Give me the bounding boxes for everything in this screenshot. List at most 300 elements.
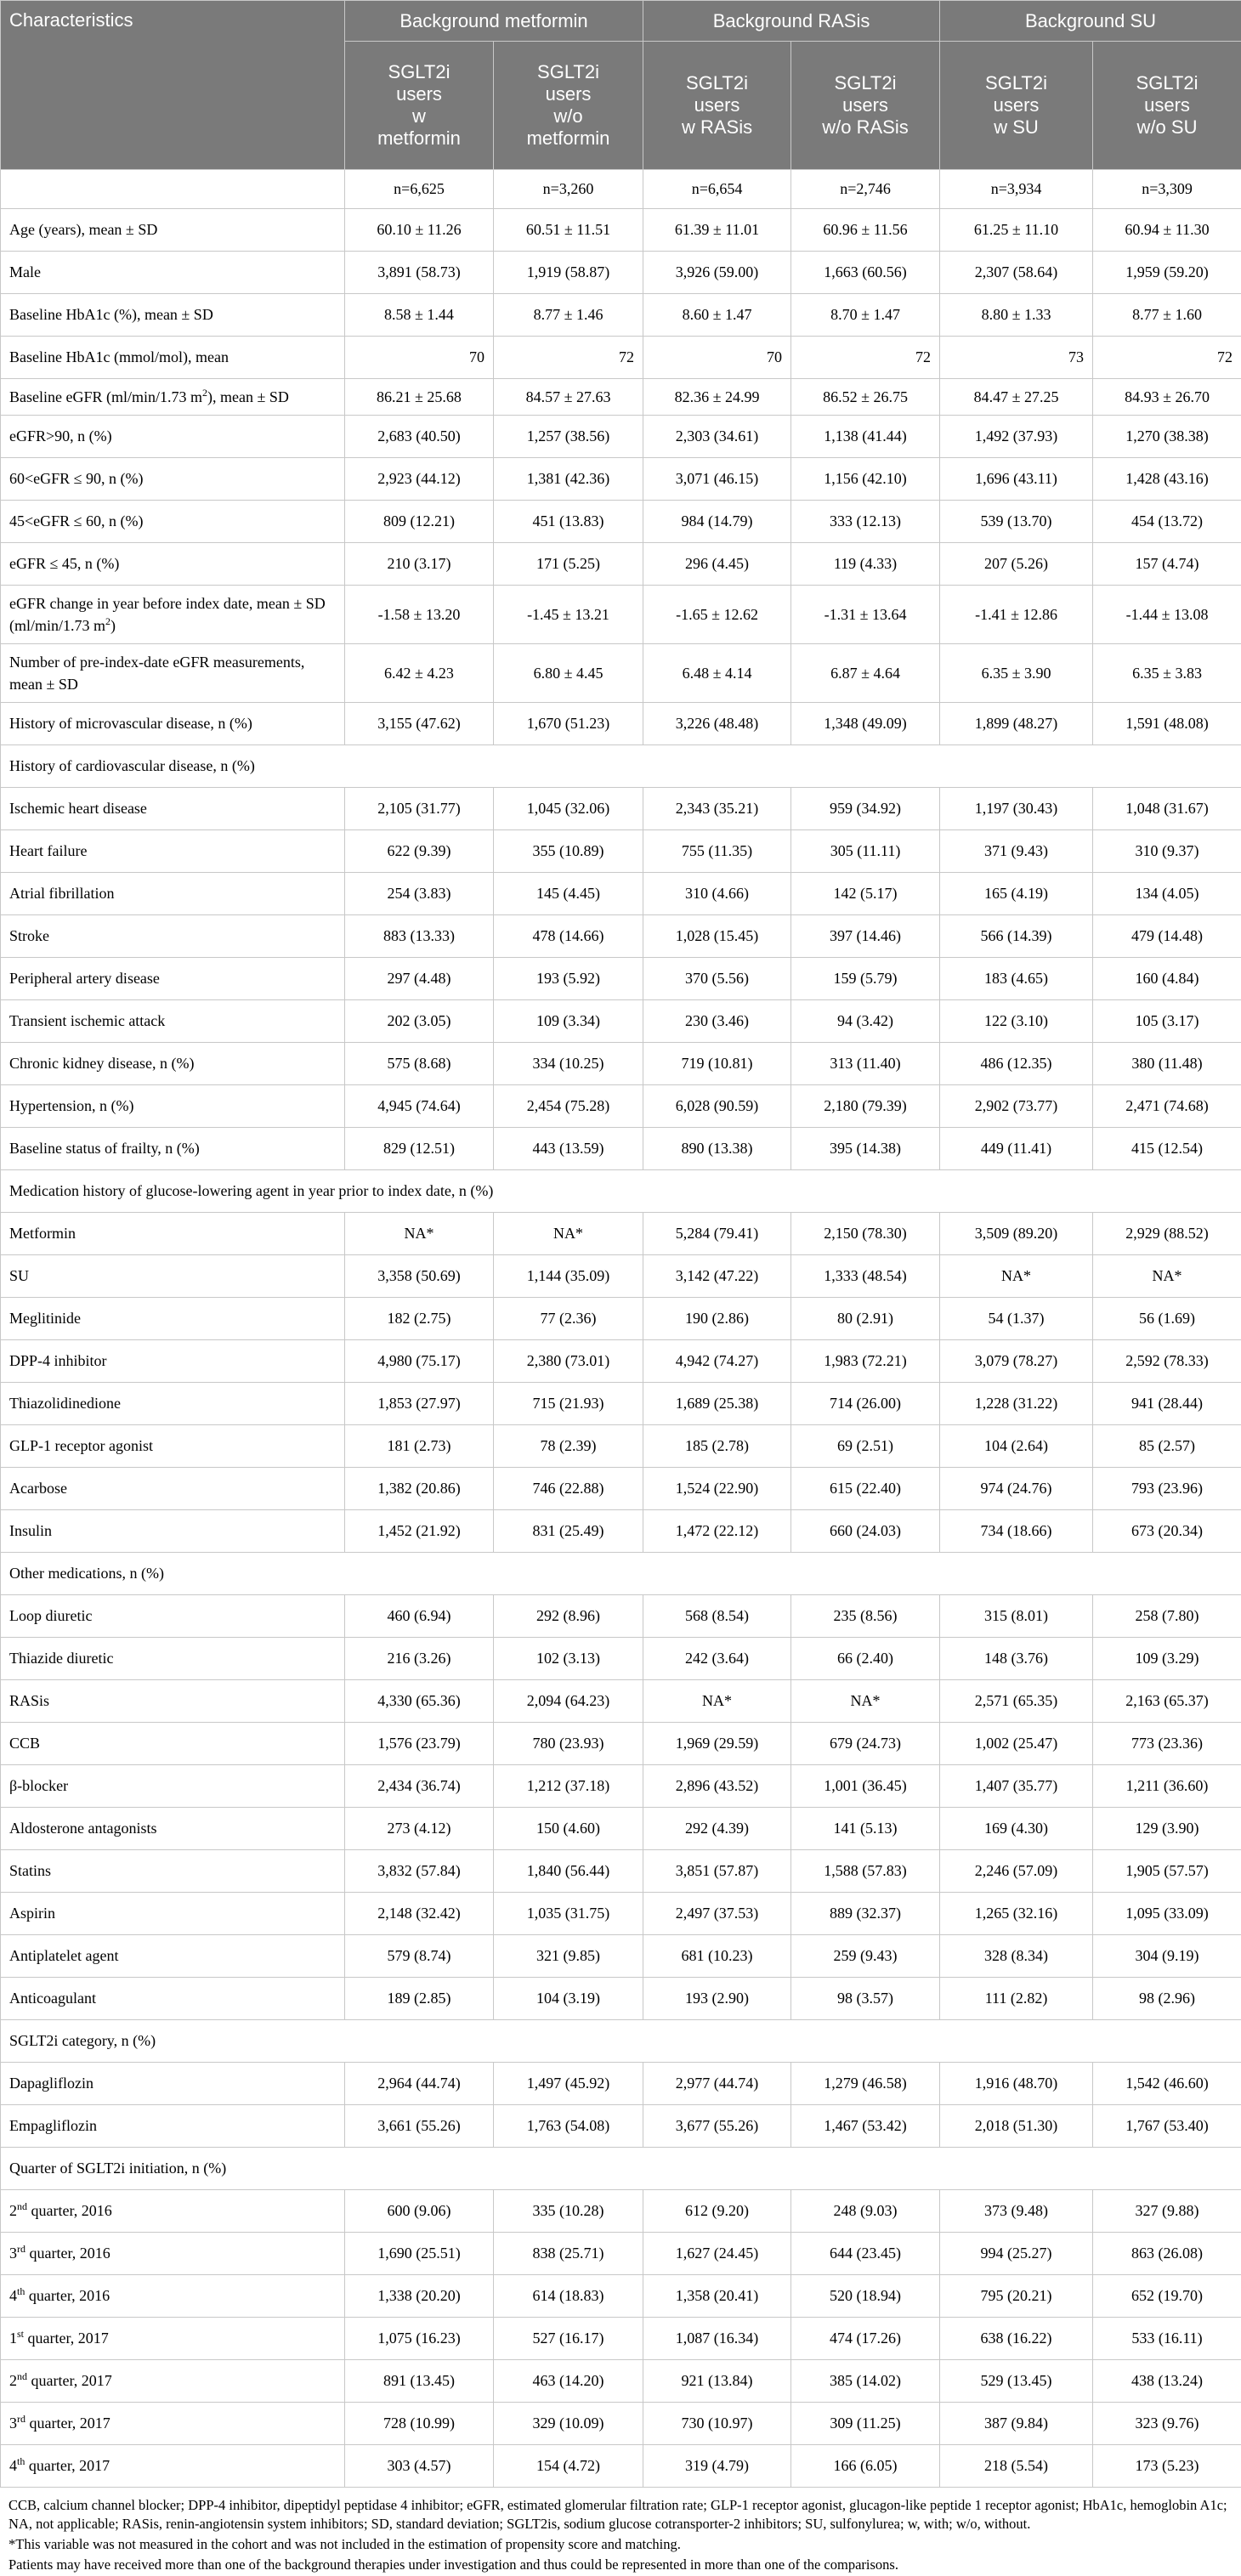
- section-label: Quarter of SGLT2i initiation, n (%): [1, 2148, 1241, 2190]
- table-cell: 60.10 ± 11.26: [345, 209, 494, 252]
- table-row: [1, 644, 1241, 703]
- table-cell: 183 (4.65): [940, 958, 1093, 1000]
- table-cell: 3,832 (57.84): [345, 1850, 494, 1893]
- row-label-text: Empagliflozin: [9, 2117, 97, 2134]
- table-cell: 1,338 (20.20): [345, 2275, 494, 2318]
- table-cell: 1,087 (16.34): [643, 2318, 791, 2360]
- row-label: [1, 1978, 345, 2020]
- table-cell: 3,851 (57.87): [643, 1850, 791, 1893]
- row-label: [1, 2360, 345, 2403]
- table-cell: 1,257 (38.56): [494, 416, 643, 458]
- table-cell: 182 (2.75): [345, 1298, 494, 1340]
- row-label-text: 4: [9, 2457, 17, 2474]
- subgroup-header-line: w/o: [553, 105, 582, 127]
- table-cell: 838 (25.71): [494, 2233, 643, 2275]
- table-row: [1, 2105, 1241, 2148]
- table-cell: 746 (22.88): [494, 1468, 643, 1510]
- table-cell: 72: [494, 337, 643, 379]
- table-cell: 1,905 (57.57): [1093, 1850, 1241, 1893]
- table-cell: 1,853 (27.97): [345, 1383, 494, 1425]
- table-cell: 248 (9.03): [791, 2190, 940, 2233]
- table-cell: 94 (3.42): [791, 1000, 940, 1043]
- table-cell: 6.87 ± 4.64: [791, 644, 940, 703]
- table-cell: 2,094 (64.23): [494, 1680, 643, 1723]
- table-cell: 451 (13.83): [494, 501, 643, 543]
- row-label-text: Atrial fibrillation: [9, 885, 114, 902]
- table-cell: 6.80 ± 4.45: [494, 644, 643, 703]
- table-cell: 1,075 (16.23): [345, 2318, 494, 2360]
- row-label-text: Thiazide diuretic: [9, 1650, 113, 1667]
- table-cell: 1,045 (32.06): [494, 788, 643, 830]
- section-row: [1, 745, 1241, 788]
- table-cell: 150 (4.60): [494, 1808, 643, 1850]
- footnote-asterisk: *This variable was not measured in the cohort and was not included in the estimation of propensity score and matching.: [8, 2535, 1232, 2554]
- table-cell: 2,902 (73.77): [940, 1085, 1093, 1128]
- row-label-text: Hypertension, n (%): [9, 1097, 133, 1114]
- sample-size-cell: n=2,746: [791, 170, 940, 209]
- row-label: [1, 1213, 345, 1255]
- row-label: [1, 703, 345, 745]
- table-cell: 1,197 (30.43): [940, 788, 1093, 830]
- table-cell: 3,358 (50.69): [345, 1255, 494, 1298]
- table-cell: 6.35 ± 3.90: [940, 644, 1093, 703]
- table-cell: 714 (26.00): [791, 1383, 940, 1425]
- row-label: [1, 1680, 345, 1723]
- subgroup-header-line: w: [412, 105, 426, 127]
- table-cell: 566 (14.39): [940, 915, 1093, 958]
- table-cell: 1,670 (51.23): [494, 703, 643, 745]
- table-cell: 615 (22.40): [791, 1468, 940, 1510]
- row-label-text: Meglitinide: [9, 1310, 81, 1327]
- table-cell: 1,627 (24.45): [643, 2233, 791, 2275]
- row-label: [1, 1935, 345, 1978]
- row-label-text: CCB: [9, 1735, 40, 1752]
- table-cell: 2,929 (88.52): [1093, 1213, 1241, 1255]
- table-cell: 941 (28.44): [1093, 1383, 1241, 1425]
- row-label-text: Male: [9, 263, 41, 280]
- table-cell: 310 (4.66): [643, 873, 791, 915]
- row-label: [1, 1850, 345, 1893]
- table-cell: 3,142 (47.22): [643, 1255, 791, 1298]
- table-cell: 2,105 (31.77): [345, 788, 494, 830]
- table-cell: 210 (3.17): [345, 543, 494, 586]
- row-label-text: Antiplatelet agent: [9, 1947, 118, 1964]
- row-label-text: RASis: [9, 1692, 49, 1709]
- row-label: [1, 1000, 345, 1043]
- table-cell: 371 (9.43): [940, 830, 1093, 873]
- table-cell: 1,382 (20.86): [345, 1468, 494, 1510]
- table-cell: 1,002 (25.47): [940, 1723, 1093, 1765]
- subgroup-header-line: SGLT2i: [686, 72, 748, 93]
- table-cell: 315 (8.01): [940, 1595, 1093, 1638]
- table-cell: 142 (5.17): [791, 873, 940, 915]
- table-row: [1, 337, 1241, 379]
- section-row: [1, 2148, 1241, 2190]
- table-row: [1, 915, 1241, 958]
- table-cell: 795 (20.21): [940, 2275, 1093, 2318]
- table-cell: 1,467 (53.42): [791, 2105, 940, 2148]
- table-cell: 1,138 (41.44): [791, 416, 940, 458]
- table-cell: 169 (4.30): [940, 1808, 1093, 1850]
- row-label-text: eGFR>90, n (%): [9, 427, 112, 444]
- table-cell: 2,434 (36.74): [345, 1765, 494, 1808]
- table-cell: 193 (2.90): [643, 1978, 791, 2020]
- table-cell: 134 (4.05): [1093, 873, 1241, 915]
- table-cell: 1,001 (36.45): [791, 1765, 940, 1808]
- table-cell: 2,571 (65.35): [940, 1680, 1093, 1723]
- table-cell: 4,980 (75.17): [345, 1340, 494, 1383]
- row-label-text: Thiazolidinedione: [9, 1395, 121, 1412]
- subgroup-header-line: SGLT2i: [537, 61, 599, 82]
- table-cell: 60.96 ± 11.56: [791, 209, 940, 252]
- table-cell: 681 (10.23): [643, 1935, 791, 1978]
- row-label: [1, 1510, 345, 1553]
- table-row: [1, 1595, 1241, 1638]
- table-cell: NA*: [643, 1680, 791, 1723]
- row-label-text: 2: [9, 2202, 17, 2219]
- row-label: [1, 1723, 345, 1765]
- row-label-text: Transient ischemic attack: [9, 1012, 165, 1029]
- table-cell: 2,471 (74.68): [1093, 1085, 1241, 1128]
- table-cell: 533 (16.11): [1093, 2318, 1241, 2360]
- table-cell: 889 (32.37): [791, 1893, 940, 1935]
- table-cell: 831 (25.49): [494, 1510, 643, 1553]
- table-cell: -1.31 ± 13.64: [791, 586, 940, 644]
- row-label-superscript: nd: [17, 2200, 27, 2212]
- table-cell: 2,303 (34.61): [643, 416, 791, 458]
- table-cell: 984 (14.79): [643, 501, 791, 543]
- table-cell: 84.47 ± 27.25: [940, 379, 1093, 416]
- row-label-text: SU: [9, 1267, 29, 1284]
- table-cell: 529 (13.45): [940, 2360, 1093, 2403]
- table-cell: 85 (2.57): [1093, 1425, 1241, 1468]
- row-label-text: Metformin: [9, 1225, 76, 1242]
- table-cell: 313 (11.40): [791, 1043, 940, 1085]
- row-label: [1, 252, 345, 294]
- row-label-text: Stroke: [9, 927, 49, 944]
- table-cell: 719 (10.81): [643, 1043, 791, 1085]
- table-cell: 2,896 (43.52): [643, 1765, 791, 1808]
- row-label: [1, 416, 345, 458]
- row-label-text: Aspirin: [9, 1905, 55, 1922]
- table-cell: 173 (5.23): [1093, 2445, 1241, 2488]
- table-cell: 66 (2.40): [791, 1638, 940, 1680]
- row-label: [1, 458, 345, 501]
- subgroup-header-line: w/o SU: [1137, 116, 1198, 138]
- table-cell: 8.60 ± 1.47: [643, 294, 791, 337]
- table-cell: 1,588 (57.83): [791, 1850, 940, 1893]
- row-label: [1, 1043, 345, 1085]
- table-cell: 1,428 (43.16): [1093, 458, 1241, 501]
- row-label: [1, 2318, 345, 2360]
- row-label: [1, 1425, 345, 1468]
- row-label: [1, 2063, 345, 2105]
- table-cell: 2,246 (57.09): [940, 1850, 1093, 1893]
- table-cell: 104 (2.64): [940, 1425, 1093, 1468]
- table-cell: 1,969 (29.59): [643, 1723, 791, 1765]
- table-cell: 1,840 (56.44): [494, 1850, 643, 1893]
- table-row: [1, 209, 1241, 252]
- table-cell: 327 (9.88): [1093, 2190, 1241, 2233]
- row-label: [1, 788, 345, 830]
- table-cell: 2,150 (78.30): [791, 1213, 940, 1255]
- table-row: [1, 1638, 1241, 1680]
- table-cell: 259 (9.43): [791, 1935, 940, 1978]
- table-cell: 638 (16.22): [940, 2318, 1093, 2360]
- table-cell: 1,028 (15.45): [643, 915, 791, 958]
- section-row: [1, 2020, 1241, 2063]
- table-cell: 994 (25.27): [940, 2233, 1093, 2275]
- table-cell: 4,942 (74.27): [643, 1340, 791, 1383]
- table-cell: 273 (4.12): [345, 1808, 494, 1850]
- row-label: [1, 1298, 345, 1340]
- table-cell: 69 (2.51): [791, 1425, 940, 1468]
- table-cell: 328 (8.34): [940, 1935, 1093, 1978]
- subgroup-header-line: SGLT2i: [388, 61, 450, 82]
- table-cell: 1,144 (35.09): [494, 1255, 643, 1298]
- table-row: [1, 2318, 1241, 2360]
- row-label-text-tail: quarter, 2016: [27, 2202, 112, 2219]
- table-cell: 527 (16.17): [494, 2318, 643, 2360]
- table-cell: 660 (24.03): [791, 1510, 940, 1553]
- table-cell: 2,180 (79.39): [791, 1085, 940, 1128]
- table-row: [1, 1085, 1241, 1128]
- table-cell: 1,407 (35.77): [940, 1765, 1093, 1808]
- table-row: [1, 2403, 1241, 2445]
- table-cell: 309 (11.25): [791, 2403, 940, 2445]
- table-cell: 321 (9.85): [494, 1935, 643, 1978]
- table-cell: 1,524 (22.90): [643, 1468, 791, 1510]
- row-label-superscript: nd: [17, 2370, 27, 2382]
- row-label-text: Baseline status of frailty, n (%): [9, 1140, 200, 1157]
- table-cell: 54 (1.37): [940, 1298, 1093, 1340]
- row-label: [1, 873, 345, 915]
- row-label: [1, 1765, 345, 1808]
- table-cell: 883 (13.33): [345, 915, 494, 958]
- table-cell: 614 (18.83): [494, 2275, 643, 2318]
- table-cell: 1,156 (42.10): [791, 458, 940, 501]
- group-header-rasis: Background RASis: [643, 1, 940, 42]
- table-cell: 102 (3.13): [494, 1638, 643, 1680]
- subgroup-header-line: metformin: [377, 127, 461, 149]
- table-header: [1, 1, 1241, 170]
- table-cell: 1,035 (31.75): [494, 1893, 643, 1935]
- subgroup-header: [643, 42, 791, 170]
- table-cell: NA*: [940, 1255, 1093, 1298]
- row-label-text: Loop diuretic: [9, 1607, 92, 1624]
- table-row: [1, 252, 1241, 294]
- table-cell: 8.77 ± 1.60: [1093, 294, 1241, 337]
- row-label-text-tail: quarter, 2017: [27, 2372, 112, 2389]
- subgroup-header: [494, 42, 643, 170]
- table-cell: 1,497 (45.92): [494, 2063, 643, 2105]
- table-cell: 474 (17.26): [791, 2318, 940, 2360]
- table-row: [1, 2360, 1241, 2403]
- table-row: [1, 543, 1241, 586]
- table-cell: 105 (3.17): [1093, 1000, 1241, 1043]
- row-label: [1, 2275, 345, 2318]
- row-label: [1, 2403, 345, 2445]
- row-label: [1, 1893, 345, 1935]
- group-header-metformin: Background metformin: [345, 1, 643, 42]
- row-label: [1, 501, 345, 543]
- table-cell: 652 (19.70): [1093, 2275, 1241, 2318]
- subgroup-header-line: w/o RASis: [822, 116, 908, 138]
- table-cell: 86.21 ± 25.68: [345, 379, 494, 416]
- table-cell: 1,689 (25.38): [643, 1383, 791, 1425]
- table-cell: 1,591 (48.08): [1093, 703, 1241, 745]
- group-header-su: Background SU: [940, 1, 1241, 42]
- row-label: [1, 209, 345, 252]
- table-cell: NA*: [345, 1213, 494, 1255]
- table-cell: 305 (11.11): [791, 830, 940, 873]
- table-cell: NA*: [494, 1213, 643, 1255]
- section-label: SGLT2i category, n (%): [1, 2020, 1241, 2063]
- table-cell: 86.52 ± 26.75: [791, 379, 940, 416]
- row-label-text: Ischemic heart disease: [9, 800, 147, 817]
- table-cell: 2,454 (75.28): [494, 1085, 643, 1128]
- table-cell: 61.39 ± 11.01: [643, 209, 791, 252]
- table-cell: 98 (2.96): [1093, 1978, 1241, 2020]
- table-cell: 959 (34.92): [791, 788, 940, 830]
- table-cell: 1,576 (23.79): [345, 1723, 494, 1765]
- table-row: [1, 1383, 1241, 1425]
- subgroup-header-line: metformin: [527, 127, 610, 149]
- table-row: [1, 2063, 1241, 2105]
- table-cell: 310 (9.37): [1093, 830, 1241, 873]
- table-cell: 296 (4.45): [643, 543, 791, 586]
- characteristics-header: Characteristics: [1, 1, 345, 170]
- table-cell: 1,696 (43.11): [940, 458, 1093, 501]
- row-label: [1, 1808, 345, 1850]
- table-cell: 863 (26.08): [1093, 2233, 1241, 2275]
- table-cell: 216 (3.26): [345, 1638, 494, 1680]
- table-cell: 56 (1.69): [1093, 1298, 1241, 1340]
- table-cell: 974 (24.76): [940, 1468, 1093, 1510]
- table-cell: 189 (2.85): [345, 1978, 494, 2020]
- table-cell: 385 (14.02): [791, 2360, 940, 2403]
- table-cell: 3,226 (48.48): [643, 703, 791, 745]
- row-label: [1, 379, 345, 416]
- table-cell: 72: [791, 337, 940, 379]
- table-cell: 1,472 (22.12): [643, 1510, 791, 1553]
- table-cell: 2,923 (44.12): [345, 458, 494, 501]
- table-cell: 734 (18.66): [940, 1510, 1093, 1553]
- table-row: [1, 2445, 1241, 2488]
- row-label-text: Heart failure: [9, 842, 87, 859]
- table-cell: 3,071 (46.15): [643, 458, 791, 501]
- subgroup-header-line: users: [994, 94, 1040, 116]
- table-cell: 1,767 (53.40): [1093, 2105, 1241, 2148]
- table-cell: 258 (7.80): [1093, 1595, 1241, 1638]
- table-cell: 1,048 (31.67): [1093, 788, 1241, 830]
- table-footnotes: [0, 2488, 1241, 2574]
- table-cell: 84.57 ± 27.63: [494, 379, 643, 416]
- subgroup-header-line: users: [842, 94, 888, 116]
- table-cell: 80 (2.91): [791, 1298, 940, 1340]
- row-label-superscript: 2: [202, 387, 207, 399]
- subgroup-header-line: w RASis: [682, 116, 752, 138]
- table-row: [1, 2190, 1241, 2233]
- subgroup-header-line: users: [396, 83, 442, 105]
- table-cell: 2,497 (37.53): [643, 1893, 791, 1935]
- table-cell: 1,452 (21.92): [345, 1510, 494, 1553]
- table-row: [1, 788, 1241, 830]
- table-cell: NA*: [791, 1680, 940, 1723]
- section-row: [1, 1170, 1241, 1213]
- table-row: [1, 1808, 1241, 1850]
- table-row: [1, 1213, 1241, 1255]
- table-cell: 579 (8.74): [345, 1935, 494, 1978]
- row-label-text: β-blocker: [9, 1777, 68, 1794]
- row-label-text-tail: quarter, 2016: [26, 2245, 110, 2262]
- table-cell: 3,891 (58.73): [345, 252, 494, 294]
- table-row: [1, 1893, 1241, 1935]
- table-cell: 2,148 (32.42): [345, 1893, 494, 1935]
- row-label-superscript: th: [17, 2455, 25, 2467]
- table-row: [1, 703, 1241, 745]
- row-label-text: eGFR ≤ 45, n (%): [9, 555, 119, 572]
- table-cell: 1,959 (59.20): [1093, 252, 1241, 294]
- row-label: [1, 586, 345, 644]
- table-row: [1, 379, 1241, 416]
- table-row: [1, 1128, 1241, 1170]
- table-cell: 218 (5.54): [940, 2445, 1093, 2488]
- table-row: [1, 586, 1241, 644]
- table-cell: 82.36 ± 24.99: [643, 379, 791, 416]
- row-label-text-tail: quarter, 2017: [24, 2330, 109, 2347]
- table-cell: 1,212 (37.18): [494, 1765, 643, 1808]
- table-cell: 154 (4.72): [494, 2445, 643, 2488]
- table-cell: 122 (3.10): [940, 1000, 1093, 1043]
- table-row: [1, 830, 1241, 873]
- table-row: [1, 1255, 1241, 1298]
- table-cell: 78 (2.39): [494, 1425, 643, 1468]
- table-cell: 111 (2.82): [940, 1978, 1093, 2020]
- row-label: [1, 2233, 345, 2275]
- table-row: [1, 1978, 1241, 2020]
- row-label: [1, 644, 345, 703]
- table-cell: 373 (9.48): [940, 2190, 1093, 2233]
- table-cell: 60.51 ± 11.51: [494, 209, 643, 252]
- table-cell: 1,763 (54.08): [494, 2105, 643, 2148]
- table-cell: 254 (3.83): [345, 873, 494, 915]
- table-cell: 1,348 (49.09): [791, 703, 940, 745]
- table-cell: 323 (9.76): [1093, 2403, 1241, 2445]
- subgroup-header-line: users: [546, 83, 592, 105]
- subgroup-header-line: users: [694, 94, 740, 116]
- row-label-text: Peripheral artery disease: [9, 970, 160, 987]
- table-cell: 1,916 (48.70): [940, 2063, 1093, 2105]
- table-cell: 235 (8.56): [791, 1595, 940, 1638]
- row-label: [1, 294, 345, 337]
- row-label-text-tail: quarter, 2017: [25, 2457, 110, 2474]
- table-row: [1, 1425, 1241, 1468]
- footnote-multiple-comparisons: Patients may have received more than one of the background therapies under investigation and thus could be represented in more than one of the comparisons.: [8, 2556, 1232, 2574]
- table-cell: 679 (24.73): [791, 1723, 940, 1765]
- table-cell: 292 (8.96): [494, 1595, 643, 1638]
- table-cell: 1,279 (46.58): [791, 2063, 940, 2105]
- subgroup-header: [791, 42, 940, 170]
- table-cell: 1,542 (46.60): [1093, 2063, 1241, 2105]
- table-cell: 292 (4.39): [643, 1808, 791, 1850]
- table-cell: 644 (23.45): [791, 2233, 940, 2275]
- row-label-text: Aldosterone antagonists: [9, 1820, 156, 1837]
- table-row: [1, 1510, 1241, 1553]
- table-cell: 460 (6.94): [345, 1595, 494, 1638]
- table-cell: 415 (12.54): [1093, 1128, 1241, 1170]
- table-row: [1, 458, 1241, 501]
